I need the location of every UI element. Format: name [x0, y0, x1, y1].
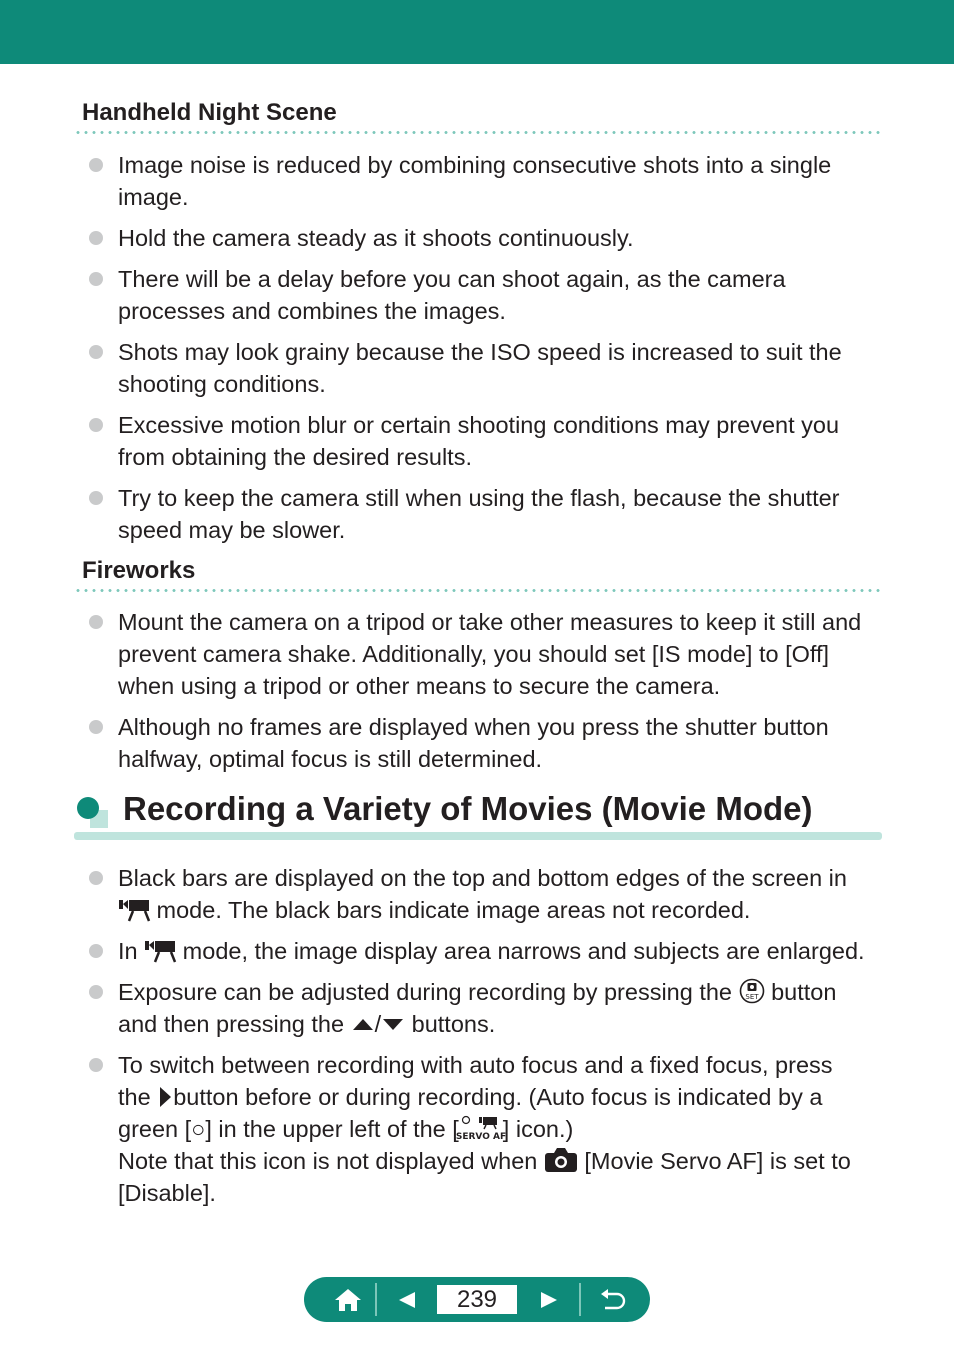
bullet-dot	[89, 615, 103, 629]
section-heading-icon	[74, 796, 110, 830]
bullet-text: from obtaining the desired results.	[118, 444, 472, 470]
next-page-button[interactable]	[526, 1277, 572, 1322]
bullet-text: [Movie Servo AF] is set to	[584, 1148, 851, 1174]
movie-mode-bullet-list	[0, 862, 954, 1209]
list-item	[0, 976, 954, 1040]
bullet-text: and then pressing the	[118, 1011, 345, 1037]
previous-page-button[interactable]	[384, 1277, 430, 1322]
bullet-text: Although no frames are displayed when you press the shutter button	[118, 714, 829, 740]
slash-text: /	[374, 1011, 382, 1037]
bullet-text: Image noise is reduced by combining consecutive shots into a single	[118, 152, 832, 178]
list-item	[0, 149, 954, 213]
nav-separator	[375, 1283, 377, 1316]
bullet-text: halfway, optimal focus is still determined.	[118, 746, 543, 772]
nav-separator	[579, 1283, 581, 1316]
camera-shooting-tab-icon	[544, 1147, 578, 1173]
return-icon	[599, 1288, 627, 1312]
bullet-text: when using a tripod or other means to secure the camera.	[118, 673, 721, 699]
next-arrow-icon	[539, 1290, 559, 1310]
list-item	[0, 482, 954, 546]
bullet-text: Hold the camera steady as it shoots continuously.	[118, 225, 634, 251]
bullet-dot	[89, 944, 103, 958]
bullet-text: green [○] in the upper left of the [	[118, 1116, 459, 1142]
bullet-text: Note that this icon is not displayed when	[118, 1148, 538, 1174]
up-arrow-icon	[351, 1016, 375, 1032]
bullet-dot	[89, 985, 103, 999]
bullet-text: speed may be slower.	[118, 517, 346, 543]
bullet-text: Exposure can be adjusted during recording by pressing the	[118, 979, 732, 1005]
subheading-fireworks: Fireworks	[82, 557, 196, 584]
bullet-dot	[89, 1058, 103, 1072]
list-item	[0, 711, 954, 775]
bullet-text: image.	[118, 184, 189, 210]
bullet-text: mode, the image display area narrows and subjects are enlarged.	[182, 938, 865, 964]
bullet-dot	[89, 345, 103, 359]
home-icon	[333, 1287, 363, 1313]
right-arrow-icon	[157, 1085, 173, 1109]
bullet-text: Black bars are displayed on the top and bottom edges of the screen in	[118, 865, 847, 891]
bullet-text: In	[118, 938, 138, 964]
bullet-dot	[89, 871, 103, 885]
movie-mode-icon	[144, 939, 176, 963]
list-item	[0, 862, 954, 926]
bullet-text: prevent camera shake. Additionally, you should set [IS mode] to [Off]	[118, 641, 830, 667]
bullet-dot	[89, 158, 103, 172]
bullet-text: ] icon.)	[502, 1116, 574, 1142]
dotted-divider	[74, 131, 882, 134]
bullet-text: buttons.	[411, 1011, 496, 1037]
bullet-text: There will be a delay before you can shoot again, as the camera	[118, 266, 786, 292]
list-item	[0, 263, 954, 327]
bullet-text: button before or during recording. (Auto focus is indicated by a	[173, 1084, 823, 1110]
dotted-divider	[74, 589, 882, 592]
q-set-button-icon	[739, 978, 765, 1004]
prev-arrow-icon	[397, 1290, 417, 1310]
list-item	[0, 935, 954, 967]
bullet-text: To switch between recording with auto focus and a fixed focus, press	[118, 1052, 833, 1078]
down-arrow-icon	[381, 1016, 405, 1032]
section-title: Recording a Variety of Movies (Movie Mode)	[123, 790, 813, 827]
subheading-handheld-night-scene: Handheld Night Scene	[82, 99, 337, 126]
fireworks-bullet-list	[0, 606, 954, 775]
movie-servo-af-icon	[455, 1115, 506, 1142]
list-item	[0, 606, 954, 702]
bullet-text: mode. The black bars indicate image areas not recorded.	[156, 897, 751, 923]
svg-text:SET: SET	[744, 993, 759, 1001]
list-item	[0, 409, 954, 473]
svg-text:SERVO AF: SERVO AF	[455, 1132, 506, 1142]
bullet-text: Mount the camera on a tripod or take other measures to keep it still and	[118, 609, 862, 635]
list-item	[0, 336, 954, 400]
bullet-text: Try to keep the camera still when using the flash, because the shutter	[118, 485, 840, 511]
bullet-text: button	[771, 979, 837, 1005]
bullet-text: [Disable].	[118, 1180, 216, 1206]
bullet-text: shooting conditions.	[118, 371, 326, 397]
bullet-dot	[89, 491, 103, 505]
bullet-text: processes and combines the images.	[118, 298, 506, 324]
page-number[interactable]: 239	[437, 1285, 517, 1314]
list-item	[0, 222, 954, 254]
bullet-dot	[89, 272, 103, 286]
night-scene-bullet-list	[0, 149, 954, 546]
section-title-underline	[74, 832, 882, 840]
bullet-text: Excessive motion blur or certain shooting conditions may prevent you	[118, 412, 840, 438]
bullet-text: Shots may look grainy because the ISO speed is increased to suit the	[118, 339, 842, 365]
return-button[interactable]	[588, 1277, 638, 1322]
movie-mode-icon	[118, 898, 150, 922]
bullet-dot	[89, 231, 103, 245]
page-navigation-bar	[304, 1277, 650, 1322]
bullet-dot	[89, 720, 103, 734]
bullet-text: the	[118, 1084, 151, 1110]
list-item	[0, 1049, 954, 1209]
top-color-bar	[0, 0, 954, 64]
bullet-dot	[89, 418, 103, 432]
home-button[interactable]	[322, 1277, 374, 1322]
